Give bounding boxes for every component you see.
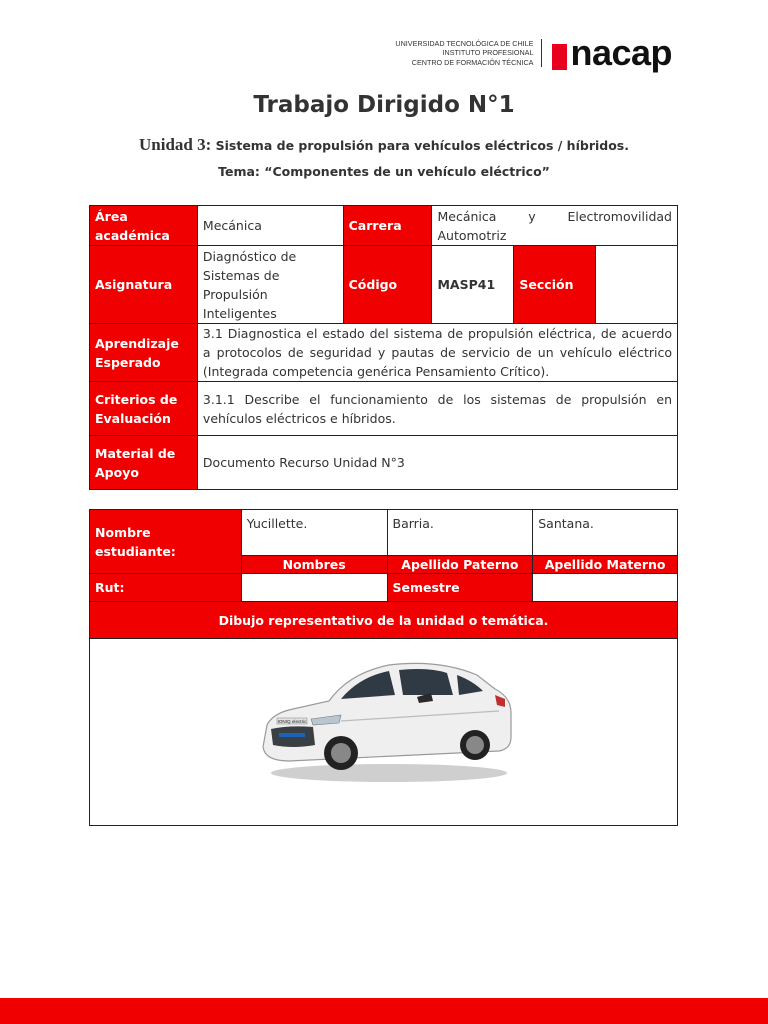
drawing-area: [90, 639, 678, 826]
criterios-label: Criterios de Evaluación: [90, 382, 198, 436]
info-table: [89, 205, 678, 490]
car-badge-text: IONIQ electric: [277, 719, 306, 724]
seccion-label: Sección: [514, 246, 596, 324]
brand-name: nacap: [570, 32, 672, 73]
carrera-value: [432, 206, 678, 246]
paterno-value[interactable]: Barria.: [387, 510, 533, 556]
carrera-line-1: [437, 207, 672, 226]
university-text: [395, 39, 542, 68]
university-line-3: CENTRO DE FORMACIÓN TÉCNICA: [411, 57, 534, 67]
table-row: [90, 574, 678, 602]
carrera-word-1: Mecánica: [437, 208, 497, 224]
table-row: [90, 382, 678, 436]
nombres-value[interactable]: Yucillette.: [241, 510, 387, 556]
carrera-label: Carrera: [343, 206, 432, 246]
university-line-2: INSTITUTO PROFESIONAL: [442, 48, 534, 58]
page-title: Trabajo Dirigido N°1: [253, 92, 515, 118]
materno-header: Apellido Materno: [533, 556, 678, 574]
carrera-word-3: Electromovilidad: [567, 208, 672, 224]
rut-label: Rut:: [90, 574, 242, 602]
criterios-value: 3.1.1 Describe el funcionamiento de los sistemas de propulsión en vehículos eléctricos e híbridos.: [197, 382, 677, 436]
table-row: [90, 510, 678, 556]
aprendizaje-label: Aprendizaje Esperado: [90, 324, 198, 382]
nombre-label: Nombre estudiante:: [90, 510, 242, 574]
footer-bar: [0, 998, 768, 1024]
table-row: [90, 639, 678, 826]
carrera-line-2: Automotriz: [437, 227, 507, 243]
unit-line: [0, 135, 768, 155]
material-label: Material de Apoyo: [90, 436, 198, 490]
nombres-header: Nombres: [241, 556, 387, 574]
table-row: [90, 246, 678, 324]
codigo-label: Código: [343, 246, 432, 324]
material-value: Documento Recurso Unidad N°3: [197, 436, 677, 490]
car-image-wrap: [90, 639, 677, 825]
carrera-word-2: y: [528, 208, 536, 224]
table-row: [90, 206, 678, 246]
area-label: Área académica: [90, 206, 198, 246]
asignatura-value: Diagnóstico de Sistemas de Propulsión Inteligentes: [197, 246, 343, 324]
table-row: [90, 602, 678, 639]
codigo-value: MASP41: [432, 246, 514, 324]
inacap-mark-icon: [552, 36, 567, 70]
header-logo: [395, 32, 672, 73]
car-image: [249, 655, 519, 787]
table-row: [90, 324, 678, 382]
rut-value[interactable]: [241, 574, 387, 602]
paterno-header: Apellido Paterno: [387, 556, 533, 574]
aprendizaje-value: 3.1 Diagnostica el estado del sistema de propulsión eléctrica, de acuerdo a protocolos de seguridad y pautas de servicio de un vehículo eléctrico (Integrada competencia genérica Pensamiento Crítico).: [197, 324, 677, 382]
tema-line: Tema: “Componentes de un vehículo eléctrico”: [218, 164, 550, 179]
car-shadow: [271, 764, 507, 782]
semestre-value[interactable]: [533, 574, 678, 602]
drawing-label: Dibujo representativo de la unidad o temática.: [90, 602, 678, 639]
university-line-1: UNIVERSIDAD TECNOLÓGICA DE CHILE: [395, 38, 534, 48]
area-value: Mecánica: [197, 206, 343, 246]
semestre-label: Semestre: [387, 574, 533, 602]
table-row: [90, 436, 678, 490]
student-table: [89, 509, 678, 826]
asignatura-label: Asignatura: [90, 246, 198, 324]
unit-text: Sistema de propulsión para vehículos eléctricos / híbridos.: [215, 138, 629, 153]
inacap-logo: [552, 32, 672, 73]
materno-value[interactable]: Santana.: [533, 510, 678, 556]
unit-label: Unidad 3:: [138, 135, 212, 154]
seccion-value: [596, 246, 678, 324]
